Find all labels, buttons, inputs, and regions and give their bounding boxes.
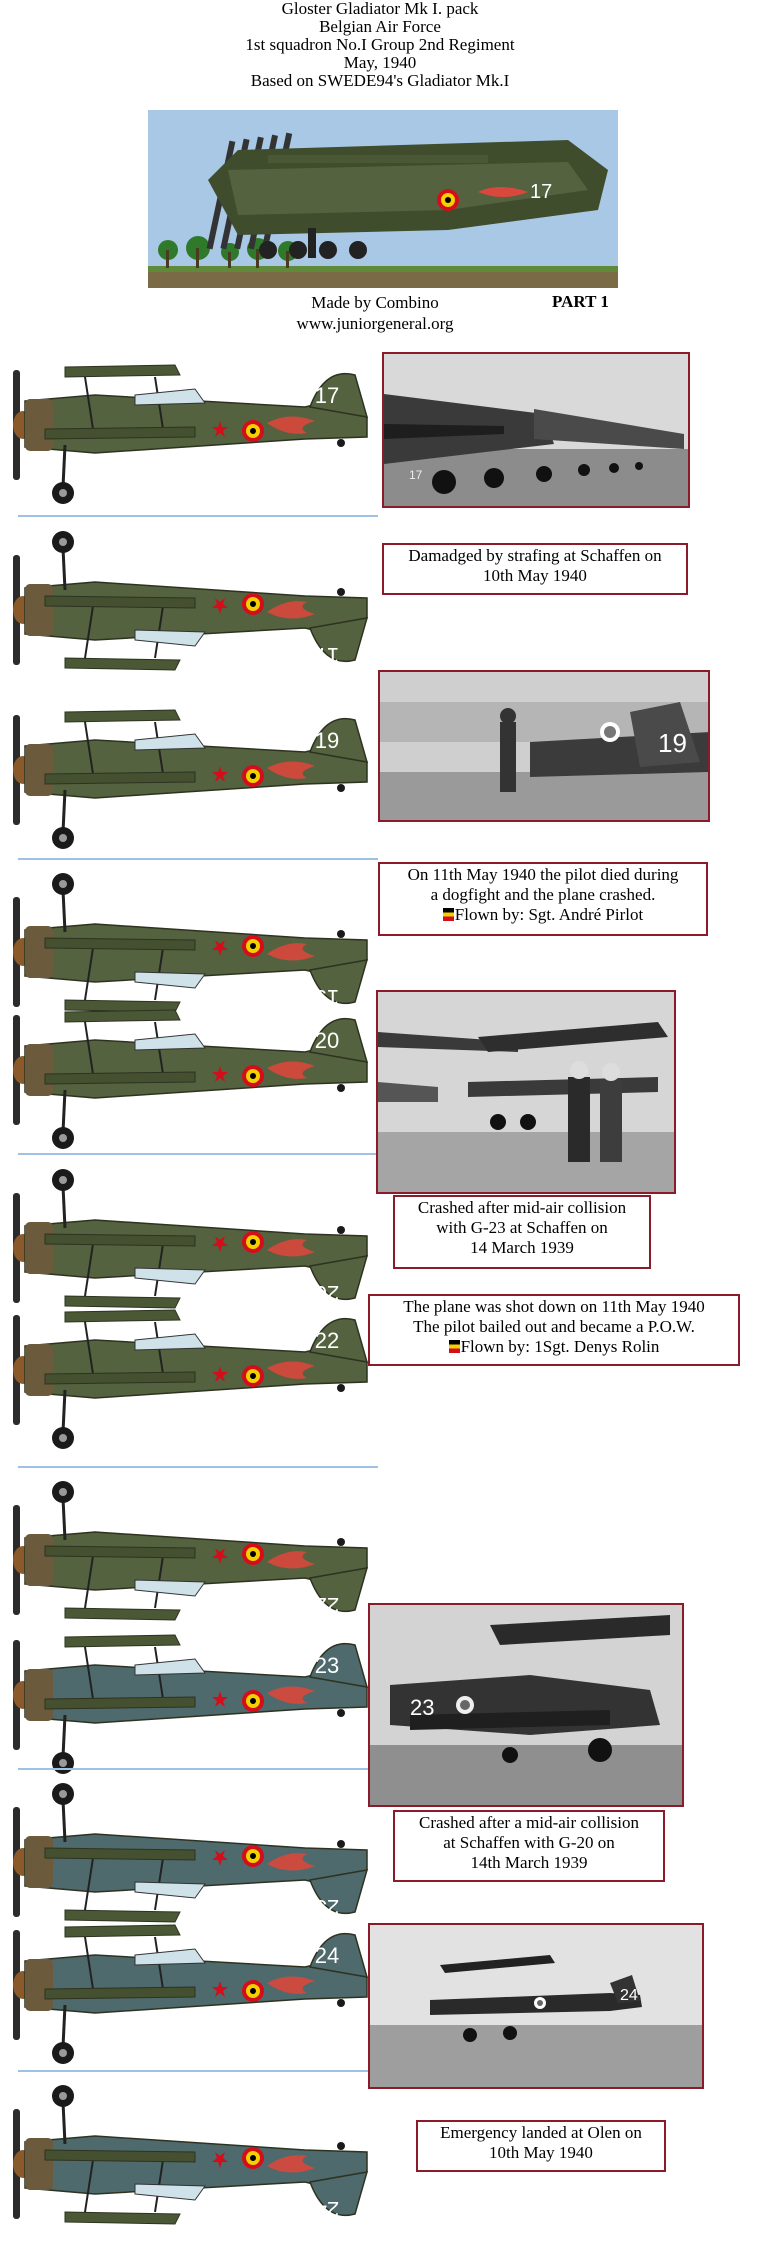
roundel-center	[250, 2155, 256, 2161]
roundel-center	[250, 1373, 256, 1379]
wheel-hub	[59, 1790, 67, 1798]
engine-cowling	[25, 1959, 53, 2011]
upper-wing	[65, 1635, 180, 1647]
aircraft-body	[13, 1783, 367, 1922]
roundel-center	[250, 1073, 256, 1079]
roundel-center	[250, 943, 256, 949]
tail-code-number: 17	[314, 383, 340, 408]
wheel-hub	[59, 1488, 67, 1496]
svg-text:17: 17	[409, 468, 423, 482]
banner-illustration	[148, 110, 618, 288]
upper-wing	[65, 2212, 180, 2224]
engine-cowling	[25, 1222, 53, 1274]
cockpit-canopy	[135, 1580, 205, 1596]
aircraft-profile-top	[5, 1615, 377, 1785]
upper-wing	[65, 365, 180, 377]
wheel-hub	[59, 1759, 67, 1767]
tail-code-number: 20	[314, 1028, 340, 1053]
aircraft-profile-top	[5, 1905, 377, 2075]
roundel-center	[250, 1988, 256, 1994]
tail-wheel	[337, 1084, 345, 1092]
engine-cowling	[25, 584, 53, 636]
upper-wing	[65, 710, 180, 722]
aircraft-profile-top	[5, 990, 377, 1160]
photo-23	[368, 1603, 684, 1807]
photo-19	[378, 670, 710, 822]
tail-wheel	[337, 1709, 345, 1717]
lower-wing	[45, 596, 195, 608]
header-title: Gloster Gladiator Mk I. pack	[281, 0, 479, 18]
credits-website: www.juniorgeneral.org	[296, 314, 454, 333]
separator-line	[18, 515, 378, 517]
caption-20	[393, 1195, 651, 1269]
tail-wheel	[337, 930, 345, 938]
tail-code-number: 19	[314, 985, 340, 1010]
pilot-line	[374, 1337, 734, 1357]
aircraft-drawing	[5, 1905, 377, 2075]
part-label: PART 1	[552, 292, 609, 311]
wheel-hub	[59, 880, 67, 888]
aircraft-profile-top	[5, 690, 377, 860]
engine-cowling	[25, 2138, 53, 2190]
caption-line: Crashed after a mid-air collision	[419, 1813, 639, 1832]
upper-wing	[65, 1925, 180, 1937]
tail-code-number: 17	[314, 643, 340, 668]
header-subtitle: Belgian Air Force	[319, 17, 441, 36]
landing-gear-strut	[63, 548, 65, 590]
engine-cowling	[25, 1534, 53, 1586]
svg-text:23: 23	[410, 1695, 435, 1720]
separator-line	[18, 1768, 378, 1770]
cockpit-canopy	[135, 2184, 205, 2200]
cockpit-canopy	[135, 1268, 205, 1284]
aircraft-profile-underside	[5, 2074, 377, 2244]
engine-cowling	[25, 1836, 53, 1888]
aircraft-profile-top	[5, 345, 377, 515]
header-source: Based on SWEDE94's Gladiator Mk.I	[250, 71, 510, 90]
tail-wheel	[337, 2142, 345, 2150]
landing-gear-strut	[63, 2102, 65, 2144]
landing-gear-strut	[63, 1498, 65, 1540]
svg-text:24: 24	[620, 1987, 638, 2004]
cockpit-canopy	[135, 972, 205, 988]
caption-line: The pilot bailed out and became a P.O.W.	[413, 1317, 695, 1336]
aircraft-drawing	[5, 690, 377, 860]
engine-cowling	[25, 1044, 53, 1096]
photo-24	[368, 1923, 704, 2089]
separator-line	[18, 2070, 378, 2072]
lower-wing	[45, 2150, 195, 2162]
lower-wing	[45, 1697, 195, 1709]
tail-wheel	[337, 439, 345, 447]
cockpit-canopy	[135, 1949, 205, 1965]
landing-gear-strut	[63, 1090, 65, 1132]
svg-text:19: 19	[658, 728, 687, 758]
caption-line: 10th May 1940	[483, 566, 587, 585]
pilot-name: Flown by: 1Sgt. Denys Rolin	[460, 1337, 660, 1356]
caption-line: with G-23 at Schaffen on	[436, 1218, 608, 1237]
wheel-hub	[59, 489, 67, 497]
aircraft-drawing	[5, 990, 377, 1160]
aircraft-body	[13, 1169, 367, 1308]
aircraft-drawing	[5, 2074, 377, 2244]
caption-line: a dogfight and the plane crashed.	[430, 885, 656, 904]
belgian-flag-icon	[443, 908, 454, 921]
tail-code-number: 19	[314, 728, 340, 753]
pilot-line	[384, 905, 702, 925]
page-header	[130, 0, 630, 90]
wheel-hub	[59, 1176, 67, 1184]
lower-wing	[45, 772, 195, 784]
caption-22	[368, 1294, 740, 1366]
cockpit-canopy	[135, 734, 205, 750]
caption-line: 14 March 1939	[470, 1238, 574, 1257]
aircraft-body	[13, 531, 367, 670]
tail-code-number: 22	[314, 1593, 340, 1618]
pilot-name: Flown by: Sgt. André Pirlot	[454, 905, 644, 924]
landing-gear-strut	[63, 445, 65, 487]
aircraft-drawing	[5, 1290, 377, 1460]
aircraft-body	[13, 1481, 367, 1620]
caption-line: Emergency landed at Olen on	[440, 2123, 642, 2142]
caption-line: Damadged by strafing at Schaffen on	[408, 546, 662, 565]
aircraft-drawing	[5, 345, 377, 515]
roundel-center	[250, 773, 256, 779]
wheel-hub	[59, 2092, 67, 2100]
roundel-center	[250, 1239, 256, 1245]
landing-gear-strut	[63, 1715, 65, 1757]
caption-line: Crashed after mid-air collision	[417, 1198, 627, 1217]
aircraft-profile-top	[5, 1290, 377, 1460]
lower-wing	[45, 1372, 195, 1384]
lower-wing	[45, 1072, 195, 1084]
aircraft-drawing	[5, 520, 377, 690]
lower-wing	[45, 1848, 195, 1860]
wheel-hub	[59, 1134, 67, 1142]
tail-code-number: 23	[314, 1895, 340, 1920]
belgian-flag-icon	[449, 1340, 460, 1353]
tail-wheel	[337, 588, 345, 596]
caption-line: 10th May 1940	[489, 2143, 593, 2162]
engine-cowling	[25, 399, 53, 451]
landing-gear-strut	[63, 890, 65, 932]
lower-wing	[45, 427, 195, 439]
engine-cowling	[25, 926, 53, 978]
upper-wing	[65, 1310, 180, 1322]
landing-gear-strut	[63, 790, 65, 832]
cockpit-canopy	[135, 1334, 205, 1350]
roundel-center	[250, 1551, 256, 1557]
lower-wing	[45, 938, 195, 950]
cockpit-canopy	[135, 1882, 205, 1898]
cockpit-canopy	[135, 1659, 205, 1675]
caption-19	[378, 862, 708, 936]
wheel-hub	[59, 1434, 67, 1442]
tail-wheel	[337, 1384, 345, 1392]
photo-20	[376, 990, 676, 1194]
tail-wheel	[337, 1999, 345, 2007]
cockpit-canopy	[135, 630, 205, 646]
caption-24	[416, 2120, 666, 2172]
lower-wing	[45, 1234, 195, 1246]
engine-cowling	[25, 744, 53, 796]
engine-cowling	[25, 1669, 53, 1721]
cockpit-canopy	[135, 389, 205, 405]
tail-code-number: 24	[314, 1943, 340, 1968]
tail-code-number: 24	[314, 2197, 340, 2222]
wheel-hub	[59, 2049, 67, 2057]
caption-23	[393, 1810, 665, 1882]
credits	[230, 292, 520, 334]
wheel-hub	[59, 538, 67, 546]
lower-wing	[45, 1546, 195, 1558]
tail-code-number: 20	[314, 1281, 340, 1306]
aircraft-profile-underside	[5, 520, 377, 690]
lower-wing	[45, 1987, 195, 1999]
caption-line: On 11th May 1940 the pilot died during	[407, 865, 679, 884]
roundel-center	[250, 1698, 256, 1704]
landing-gear-strut	[63, 1186, 65, 1228]
tail-wheel	[337, 1226, 345, 1234]
engine-cowling	[25, 1344, 53, 1396]
tail-code-number: 23	[314, 1653, 340, 1678]
aircraft-drawing	[5, 1615, 377, 1785]
tail-wheel	[337, 784, 345, 792]
upper-wing	[65, 658, 180, 670]
separator-line	[18, 1466, 378, 1468]
header-date: May, 1940	[343, 53, 417, 72]
tail-wheel	[337, 1840, 345, 1848]
aircraft-body	[13, 2085, 367, 2224]
caption-line: at Schaffen with G-20 on	[443, 1833, 615, 1852]
photo-17	[382, 352, 690, 508]
separator-line	[18, 1153, 378, 1155]
landing-gear-strut	[63, 2005, 65, 2047]
caption-line: The plane was shot down on 11th May 1940	[403, 1297, 705, 1316]
roundel-center	[250, 428, 256, 434]
wheel-hub	[59, 834, 67, 842]
caption-line: 14th March 1939	[470, 1853, 588, 1872]
landing-gear-strut	[63, 1800, 65, 1842]
header-unit: 1st squadron No.I Group 2nd Regiment	[245, 35, 515, 54]
tail-code-number: 22	[314, 1328, 340, 1353]
roundel-center	[250, 1853, 256, 1859]
cockpit-canopy	[135, 1034, 205, 1050]
svg-text:17: 17	[530, 181, 553, 203]
upper-wing	[65, 1010, 180, 1022]
separator-line	[18, 858, 378, 860]
landing-gear-strut	[63, 1390, 65, 1432]
tail-wheel	[337, 1538, 345, 1546]
caption-17	[382, 543, 688, 595]
credits-author: Made by Combino	[311, 293, 439, 312]
roundel-center	[250, 601, 256, 607]
